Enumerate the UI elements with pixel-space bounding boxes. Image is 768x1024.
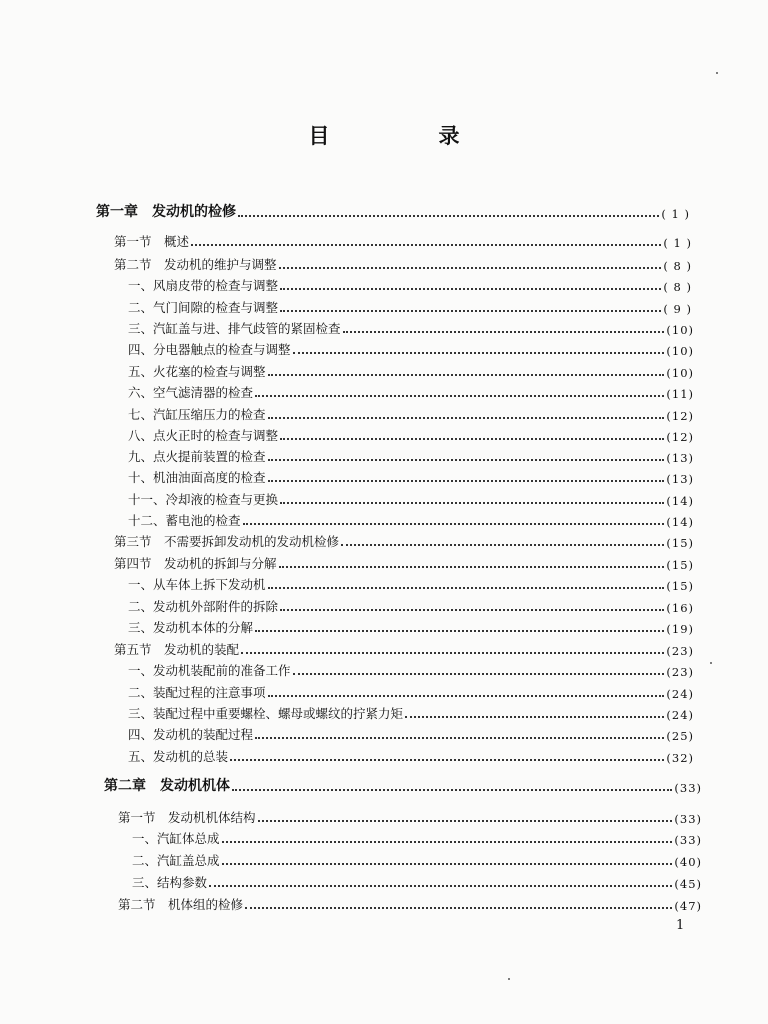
toc-entry: [128, 298, 692, 316]
leader-dots: [280, 296, 661, 312]
toc-entry: [96, 203, 690, 221]
toc-entry-label: 三、汽缸盖与进、排气歧管的紧固检查: [128, 321, 341, 336]
toc-entry: [128, 468, 694, 486]
toc-entry: [128, 319, 694, 337]
toc-entry: [114, 640, 694, 658]
toc-entry-page: (10): [666, 366, 694, 380]
leader-dots: [343, 317, 665, 333]
toc-entry-label: 第二节 发动机的维护与调整: [114, 257, 277, 272]
toc-entry-page: (32): [666, 751, 694, 765]
toc-entry-page: (13): [666, 472, 694, 486]
leader-dots: [243, 509, 665, 525]
toc-entry: [104, 777, 702, 795]
toc-entry-page: (24): [666, 708, 694, 722]
toc-entry: [128, 276, 692, 294]
toc-entry: [128, 426, 694, 444]
leader-dots: [268, 466, 665, 482]
toc-entry-label: 五、火花塞的检查与调整: [128, 364, 266, 379]
toc-entry-label: 四、发动机的装配过程: [128, 727, 254, 742]
toc-entry-page: ( 8 ): [663, 259, 692, 273]
toc-entry-label: 第三节 不需要拆卸发动机的发动机检修: [114, 534, 340, 549]
leader-dots: [268, 445, 665, 461]
toc-entry-page: ( 1 ): [663, 236, 692, 250]
toc-entry-label: 第五节 发动机的装配: [114, 642, 240, 657]
toc-entry: [132, 873, 702, 891]
leader-dots: [258, 806, 673, 822]
toc-entry-page: (12): [666, 430, 694, 444]
toc-entry-page: (23): [666, 665, 694, 679]
toc-entry: [128, 683, 694, 701]
leader-dots: [268, 403, 665, 419]
toc-entry-page: (11): [666, 387, 694, 401]
toc-entry: [128, 704, 694, 722]
toc-entry: [118, 808, 702, 826]
toc-entry: [128, 362, 694, 380]
toc-entry-page: (12): [666, 409, 694, 423]
toc-entry-label: 二、装配过程的注意事项: [128, 685, 266, 700]
toc-entry-page: (40): [674, 855, 702, 869]
scan-speck: [508, 978, 510, 980]
toc-entry: [128, 383, 694, 401]
leader-dots: [268, 573, 665, 589]
toc-entry-page: (10): [666, 323, 694, 337]
toc-entry: [128, 618, 694, 636]
toc-entry-page: (25): [666, 729, 694, 743]
toc-entry-label: 三、发动机本体的分解: [128, 620, 254, 635]
toc-entry-label: 一、汽缸体总成: [132, 831, 220, 846]
leader-dots: [268, 360, 665, 376]
toc-entry-page: (14): [666, 494, 694, 508]
toc-entry-label: 二、汽缸盖总成: [132, 853, 220, 868]
toc-entry-page: (15): [666, 579, 694, 593]
toc-entry-label: 第二章 发动机机体: [104, 778, 230, 794]
toc-entry-page: (33): [674, 781, 702, 795]
toc-entry-label: 二、发动机外部附件的拆除: [128, 599, 279, 614]
page-title: 目 录: [308, 124, 504, 148]
toc-entry: [128, 490, 694, 508]
leader-dots: [238, 201, 659, 217]
toc-entry-label: 五、发动机的总装: [128, 749, 229, 764]
toc-entry-label: 第四节 发动机的拆卸与分解: [114, 556, 277, 571]
leader-dots: [405, 702, 664, 718]
toc-entry-page: (33): [674, 812, 702, 826]
leader-dots: [241, 638, 664, 654]
toc-entry: [114, 532, 694, 550]
toc-entry-label: 一、风扇皮带的检查与调整: [128, 278, 279, 293]
toc-entry-label: 第一章 发动机的检修: [96, 204, 236, 220]
toc-entry: [128, 747, 694, 765]
leader-dots: [279, 253, 662, 269]
toc-entry-label: 十、机油油面高度的检查: [128, 470, 266, 485]
leader-dots: [245, 893, 672, 909]
toc-entry: [128, 575, 694, 593]
leader-dots: [232, 775, 672, 791]
toc-entry: [114, 232, 692, 250]
leader-dots: [280, 488, 664, 504]
leader-dots: [268, 681, 665, 697]
toc-entry-label: 十二、蓄电池的检查: [128, 513, 241, 528]
toc-entry-page: ( 1 ): [661, 207, 690, 221]
toc-entry-page: ( 9 ): [663, 302, 692, 316]
leader-dots: [222, 849, 673, 865]
toc-entry-page: (10): [666, 344, 694, 358]
leader-dots: [279, 552, 665, 568]
toc-entry-label: 十一、冷却液的检查与更换: [128, 492, 279, 507]
toc-entry-label: 六、空气滤清器的检查: [128, 385, 254, 400]
leader-dots: [280, 274, 661, 290]
toc-entry-label: 一、发动机装配前的准备工作: [128, 663, 291, 678]
toc-entry-page: (24): [666, 687, 694, 701]
toc-entry: [128, 661, 694, 679]
toc-entry-label: 三、装配过程中重要螺栓、螺母或螺纹的拧紧力矩: [128, 706, 404, 721]
scan-speck: [710, 662, 712, 664]
page-number: 1: [676, 918, 685, 933]
toc-entry-page: (16): [666, 601, 694, 615]
toc-entry-label: 第一节 发动机机体结构: [118, 810, 256, 825]
toc-entry-page: ( 8 ): [663, 280, 692, 294]
toc-entry-page: (23): [666, 644, 694, 658]
toc-entry: [128, 405, 694, 423]
leader-dots: [293, 659, 665, 675]
toc-entry: [128, 725, 694, 743]
toc-entry-page: (14): [666, 515, 694, 529]
leader-dots: [222, 827, 673, 843]
leader-dots: [341, 530, 664, 546]
toc-entry-page: (15): [666, 536, 694, 550]
toc-entry-label: 第一节 概述: [114, 234, 190, 249]
toc-entry-label: 第二节 机体组的检修: [118, 897, 244, 912]
toc-entry-label: 三、结构参数: [132, 875, 208, 890]
leader-dots: [230, 745, 664, 761]
toc-entry-page: (19): [666, 622, 694, 636]
toc-entry-page: (47): [674, 899, 702, 913]
leader-dots: [280, 424, 664, 440]
toc-entry-label: 二、气门间隙的检查与调整: [128, 300, 279, 315]
toc-entry-label: 八、点火正时的检查与调整: [128, 428, 279, 443]
leader-dots: [191, 230, 661, 246]
toc-entry-page: (13): [666, 451, 694, 465]
toc-entry: [128, 340, 694, 358]
toc-entry-page: (45): [674, 877, 702, 891]
toc-entry: [128, 511, 694, 529]
leader-dots: [255, 723, 664, 739]
leader-dots: [209, 871, 672, 887]
toc-entry-page: (15): [666, 558, 694, 572]
toc-entry: [132, 829, 702, 847]
leader-dots: [255, 381, 664, 397]
leader-dots: [255, 616, 664, 632]
toc-entry: [114, 255, 692, 273]
toc-entry-label: 四、分电器触点的检查与调整: [128, 342, 291, 357]
leader-dots: [280, 595, 664, 611]
leader-dots: [293, 338, 665, 354]
toc-entry-label: 九、点火提前装置的检查: [128, 449, 266, 464]
toc-entry: [114, 554, 694, 572]
toc-entry: [128, 447, 694, 465]
toc-entry: [118, 895, 702, 913]
toc-entry: [128, 597, 694, 615]
scan-speck: [716, 72, 718, 74]
toc-entry-label: 一、从车体上拆下发动机: [128, 577, 266, 592]
toc-entry-label: 七、汽缸压缩压力的检查: [128, 407, 266, 422]
toc-entry-page: (33): [674, 833, 702, 847]
toc-entry: [132, 851, 702, 869]
